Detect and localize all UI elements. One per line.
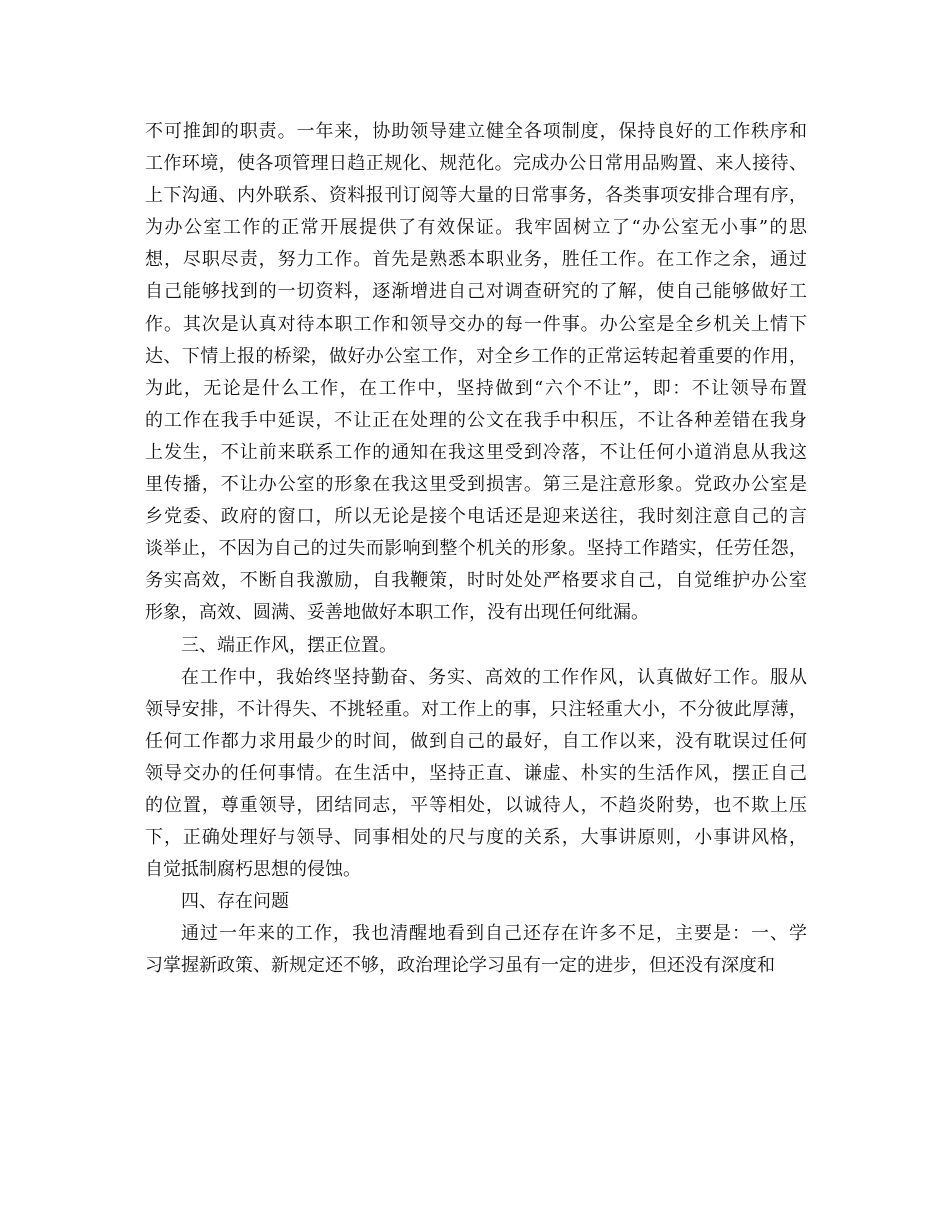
text-line: 想，尽职尽责，努力工作。首先是熟悉本职业务，胜任工作。在工作之余，通过 xyxy=(145,249,807,271)
text-line: 达、下情上报的桥梁，做好办公室工作，对全乡工作的正常运转起着重要的作用， xyxy=(145,345,807,367)
text-line: 工作环境，使各项管理日趋正规化、规范化。完成办公日常用品购置、来人接待、 xyxy=(145,153,807,175)
text-line: 的位置，尊重领导，团结同志，平等相处，以诚待人，不趋炎附势，也不欺上压 xyxy=(145,794,807,816)
text-line: 不可推卸的职责。一年来，协助领导建立健全各项制度，保持良好的工作秩序和 xyxy=(145,121,807,142)
text-line: 任何工作都力求用最少的时间，做到自己的最好，自工作以来，没有耽误过任何 xyxy=(145,730,807,752)
text-line: 的工作在我手中延误，不让正在处理的公文在我手中积压，不让各种差错在我身 xyxy=(145,409,807,431)
text-line: 自觉抵制腐朽思想的侵蚀。 xyxy=(145,859,361,881)
text-line: 上发生，不让前来联系工作的通知在我这里受到冷落，不让任何小道消息从我这 xyxy=(145,441,807,463)
text-line: 作。其次是认真对待本职工作和领导交办的每一件事。办公室是全乡机关上情下 xyxy=(145,313,807,335)
text-line: 自己能够找到的一切资料，逐渐增进自己对调查研究的了解，使自己能够做好工 xyxy=(145,281,807,303)
text-line: 谈举止，不因为自己的过失而影响到整个机关的形象。坚持工作踏实，任劳任怨， xyxy=(145,538,807,560)
paragraph xyxy=(145,918,807,982)
paragraph xyxy=(145,662,807,887)
text-line: 为办公室工作的正常开展提供了有效保证。我牢固树立了“办公室无小事”的思 xyxy=(145,217,807,239)
text-line: 领导交办的任何事情。在生活中，坚持正直、谦虚、朴实的生活作风，摆正自己 xyxy=(145,762,807,784)
document-body xyxy=(145,116,807,983)
text-line: 通过一年来的工作，我也清醒地看到自己还存在许多不足，主要是：一、学 xyxy=(181,923,807,945)
text-line: 务实高效，不断自我激励，自我鞭策，时时处处严格要求自己，自觉维护办公室 xyxy=(145,570,807,592)
text-line: 在工作中，我始终坚持勤奋、务实、高效的工作作风，认真做好工作。服从 xyxy=(181,666,807,688)
text-line: 乡党委、政府的窗口，所以无论是接个电话还是迎来送往，我时刻注意自己的言 xyxy=(145,506,807,528)
text-line: 形象，高效、圆满、妥善地做好本职工作，没有出现任何纰漏。 xyxy=(145,602,649,624)
text-line: 里传播，不让办公室的形象在我这里受到损害。第三是注意形象。党政办公室是 xyxy=(145,474,807,496)
paragraph xyxy=(145,116,807,630)
text-line: 领导安排，不计得失、不挑轻重。对工作上的事，只注轻重大小，不分彼此厚薄， xyxy=(145,698,807,720)
text-line: 习掌握新政策、新规定还不够，政治理论学习虽有一定的进步，但还没有深度和 xyxy=(145,955,775,977)
text-line: 四、存在问题 xyxy=(181,891,289,913)
paragraph xyxy=(145,630,807,662)
text-line: 上下沟通、内外联系、资料报刊订阅等大量的日常事务，各类事项安排合理有序， xyxy=(145,185,807,207)
text-line: 三、端正作风，摆正位置。 xyxy=(181,634,397,656)
paragraph xyxy=(145,886,807,918)
text-line: 下，正确处理好与领导、同事相处的尺与度的关系，大事讲原则，小事讲风格， xyxy=(145,827,807,849)
text-line: 为此，无论是什么工作，在工作中，坚持做到“六个不让”，即：不让领导布置 xyxy=(145,377,807,399)
